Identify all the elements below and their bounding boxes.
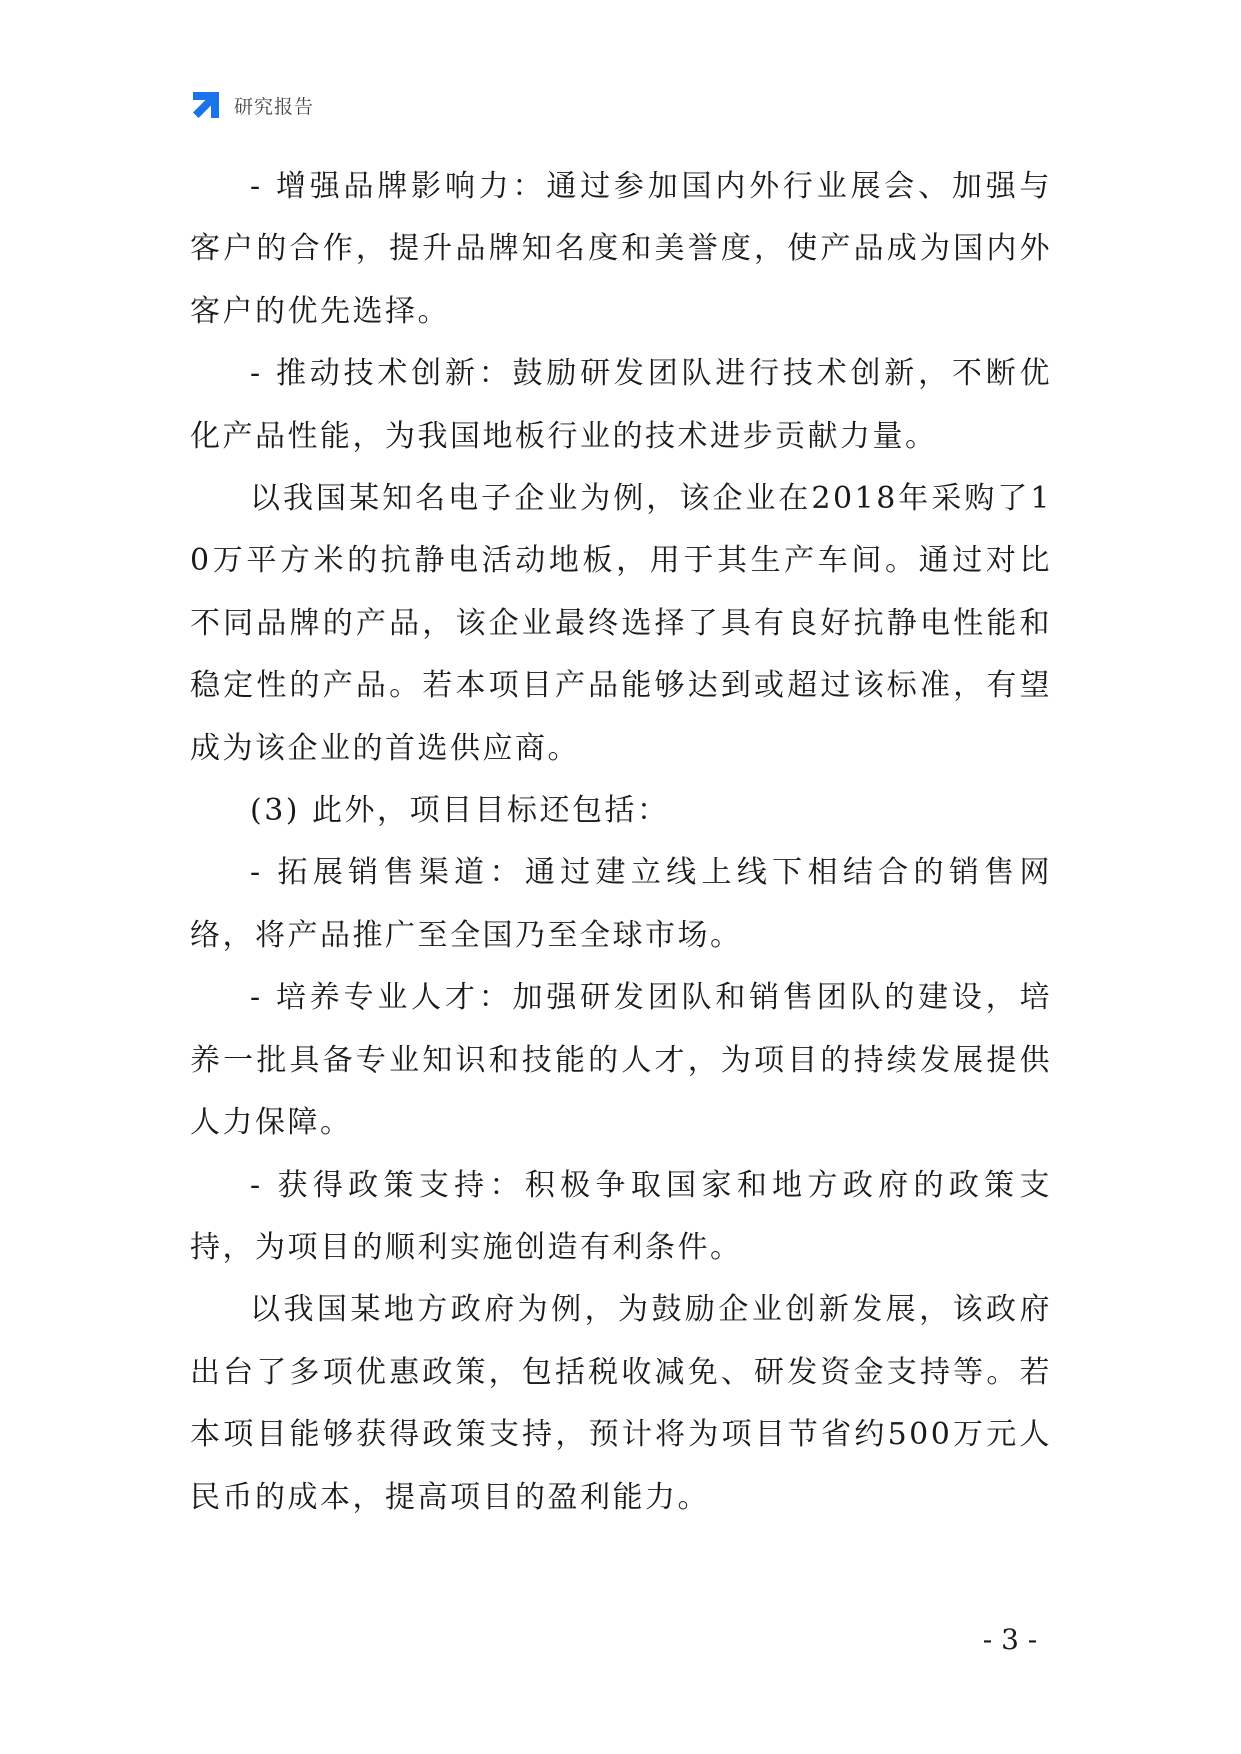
arrow-up-right-icon [190,89,222,121]
page-number: - 3 - [982,1623,1038,1656]
paragraph-brand-influence: - 增强品牌影响力：通过参加国内外行业展会、加强与客户的合作，提升品牌知名度和美誉度，使产品成为国内外客户的优先选择。 [190,169,1052,329]
paragraph-electronics-example: 以我国某知名电子企业为例，该企业在2018年采购了10万平方米的抗静电活动地板，用于其生产车间。通过对比不同品牌的产品，该企业最终选择了具有良好抗静电性能和稳定性的产品。若本项目产品能够达到或超过该标准，有望成为该企业的首选供应商。 [190,481,1052,766]
paragraph-goals-intro: (3) 此外，项目目标还包括： [250,793,670,829]
paragraph-policy-support: - 获得政策支持：积极争取国家和地方政府的政策支持，为项目的顺利实施创造有利条件。 [190,1167,1052,1265]
paragraph-talent: - 培养专业人才：加强研发团队和销售团队的建设，培养一批具备专业知识和技能的人才，为项目的持续发展提供人力保障。 [190,980,1052,1141]
page-header [190,88,314,122]
paragraph-sales-channels: - 拓展销售渠道：通过建立线上线下相结合的销售网络，将产品推广至全国乃至全球市场。 [190,855,1052,953]
paragraph-tech-innovation: - 推动技术创新：鼓励研发团队进行技术创新，不断优化产品性能，为我国地板行业的技术进步贡献力量。 [190,356,1052,454]
document-body [190,156,1052,1529]
header-title: 研究报告 [234,95,315,118]
paragraph-government-example: 以我国某地方政府为例，为鼓励企业创新发展，该政府出台了多项优惠政策，包括税收减免、研发资金支持等。若本项目能够获得政策支持，预计将为项目节省约500万元人民币的成本，提高项目的盈利能力。 [190,1292,1052,1515]
